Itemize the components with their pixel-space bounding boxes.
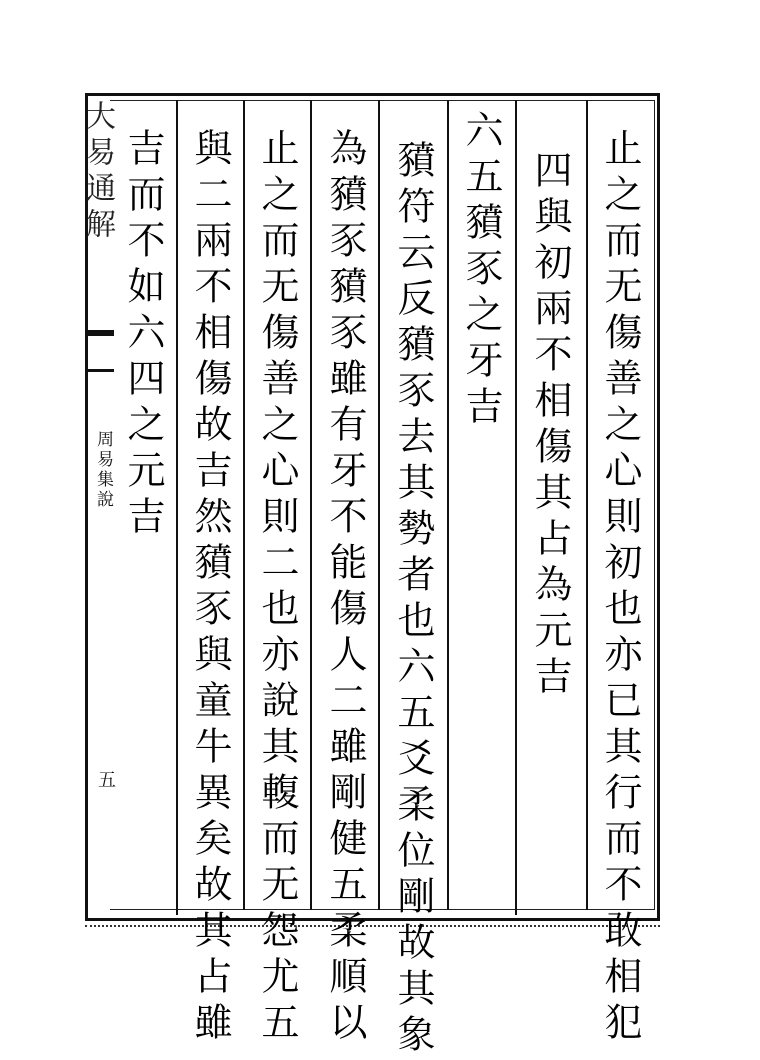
column-divider [515, 100, 517, 915]
fish-tail-mark [88, 330, 114, 372]
column-divider [447, 100, 449, 910]
text-column: 豶符云反豶豕去其勢者也六五爻柔位剛故其象 [391, 140, 435, 1060]
page-number: 五 [95, 770, 116, 788]
column-divider [243, 100, 245, 910]
margin-title: 大易通解 [80, 100, 115, 244]
text-column: 六五豶豕之牙吉 [459, 110, 503, 432]
column-divider [378, 100, 380, 910]
column-divider [310, 100, 312, 910]
text-column: 止之而无傷善之心則二也亦說其輹而无怨尤五 [255, 128, 299, 1048]
text-column: 止之而无傷善之心則初也亦已其行而不敢相犯 [598, 128, 642, 1048]
text-column: 為豶豕豶豕雖有牙不能傷人二雖剛健五柔順以 [323, 128, 367, 1048]
text-column: 吉而不如六四之元吉 [121, 128, 165, 542]
column-divider [176, 100, 178, 915]
text-column: 四與初兩不相傷其占為元吉 [528, 150, 572, 702]
text-column: 與二兩不相傷故吉然豶豕與童牛異矣故其占雖 [188, 128, 232, 1048]
column-divider [586, 100, 588, 910]
bottom-rule [85, 925, 660, 927]
book-name: 周易集說 [93, 430, 113, 510]
